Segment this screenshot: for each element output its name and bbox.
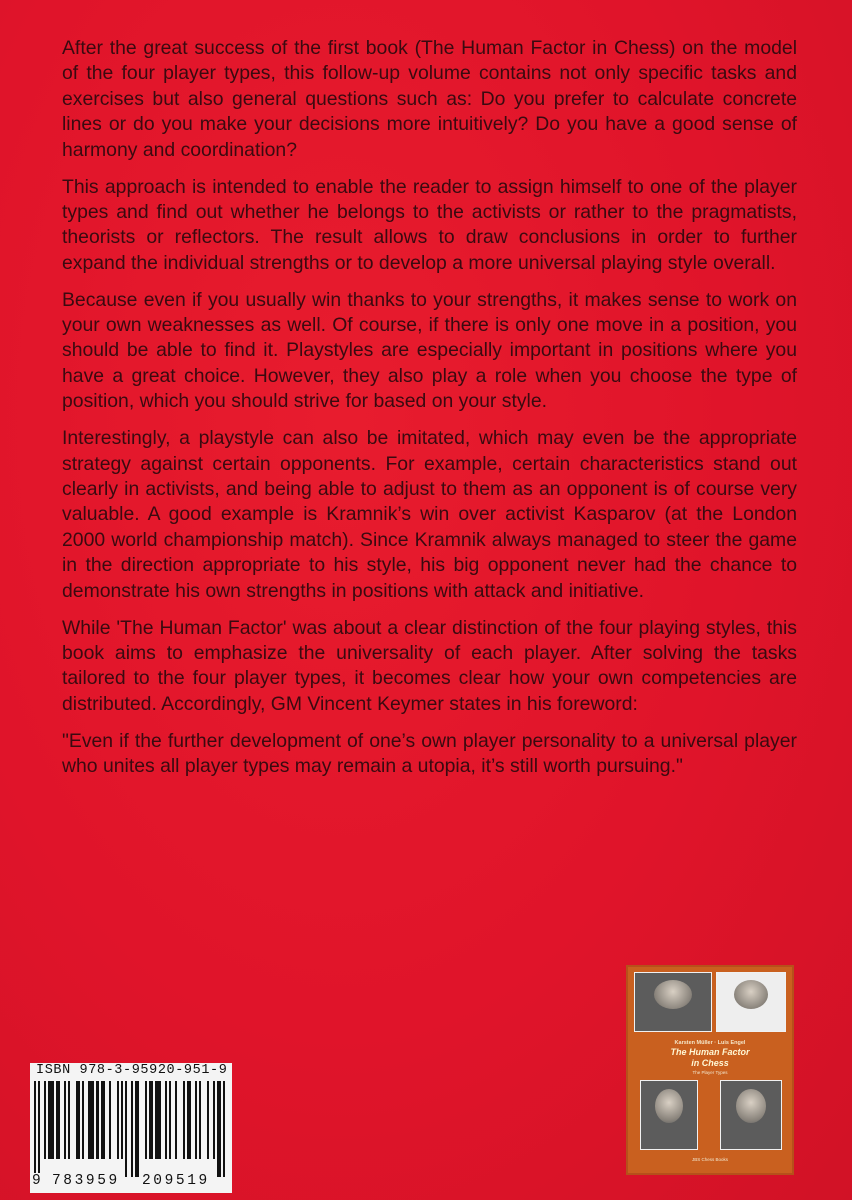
thumbnail-title — [628, 1047, 792, 1069]
portrait-photo — [716, 972, 786, 1032]
thumbnail-publisher: JBS Chess Books — [691, 1157, 728, 1162]
thumbnail-title-line-1: The Human Factor — [670, 1047, 750, 1057]
book-thumbnail — [626, 965, 794, 1175]
blurb-paragraph-4: Interestingly, a playstyle can also be imitated, which may even be the appropriate strategy against certain opponents. For example, certain characteristics stand out clearly in activists, and being able to adjust to them as an opponent is of course very valuable. A good example is Kramnik’s win over activist Kasparov (at the London 2000 world championship match). Since Kramnik always managed to steer the game in the direction appropriate to his style, his big opponent never had the chance to demonstrate his own strengths in positions with attack and initiative. — [62, 427, 797, 602]
isbn-barcode — [30, 1063, 232, 1193]
barcode-digits-left: 783959 — [52, 1173, 120, 1189]
blurb-text — [62, 36, 797, 779]
portrait-photo — [634, 972, 712, 1032]
thumbnail-authors: Karsten Müller · Luis Engel — [674, 1040, 746, 1046]
thumbnail-title-line-2: in Chess — [691, 1058, 729, 1068]
portrait-photo — [720, 1080, 782, 1150]
blurb-paragraph-1: After the great success of the first book (The Human Factor in Chess) on the model of the four player types, this follow-up volume contains not only specific tasks and exercises but also general questions such as: Do you prefer to calculate concrete lines or do you make your decisions more intuitively? Do you have a good sense of harmony and coordination? — [62, 37, 797, 161]
barcode-digits — [30, 1173, 232, 1193]
blurb-paragraph-5: While 'The Human Factor' was about a clear distinction of the four playing styles, this book aims to emphasize the universality of each player. After solving the tasks tailored to the four player types, it becomes clear how your own competencies are distributed. Accordingly, GM Vincent Keymer states in his foreword: — [62, 616, 797, 715]
barcode-digit-first: 9 — [32, 1173, 41, 1189]
barcode-bar — [225, 1081, 227, 1177]
thumbnail-subtitle: The Player Types — [692, 1070, 728, 1075]
barcode-bars — [34, 1081, 228, 1177]
barcode-digits-right: 209519 — [142, 1173, 210, 1189]
isbn-label: ISBN 978-3-95920-951-9 — [36, 1063, 228, 1078]
blurb-quote: "Even if the further development of one’s own player personality to a universal player who unites all player types may remain a utopia, it’s still worth pursuing." — [62, 729, 797, 778]
portrait-photo — [640, 1080, 698, 1150]
blurb-paragraph-3: Because even if you usually win thanks to your strengths, it makes sense to work on your own weaknesses as well. Of course, if there is only one move in a position, you should be able to find it. Playstyles are especially important in positions where you have a great choice. However, they also play a role when you choose the type of position, which you should strive for based on your style. — [62, 288, 797, 413]
blurb-paragraph-2: This approach is intended to enable the reader to assign himself to one of the player types and find out whether he belongs to the activists or rather to the pragmatists, theorists or reflectors. The result allows to draw conclusions in order to further expand the individual strengths or to develop a more universal playing style overall. — [62, 175, 797, 274]
